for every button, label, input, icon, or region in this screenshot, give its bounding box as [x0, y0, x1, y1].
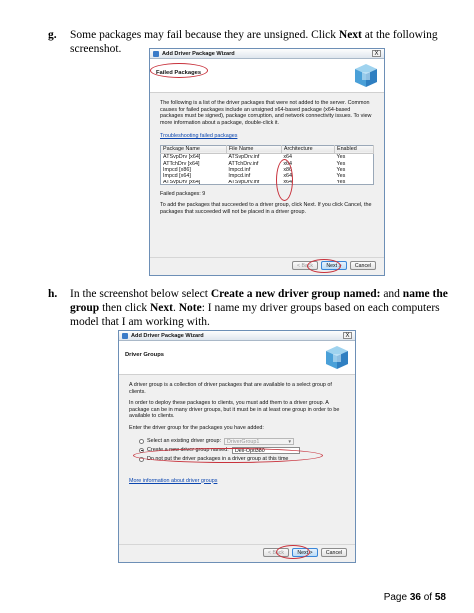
title-bar [119, 331, 355, 341]
button-divider [119, 544, 355, 545]
title-bar [150, 49, 384, 59]
column-header[interactable]: Enabled [334, 145, 373, 153]
failed-count: Failed packages: 9 [160, 190, 206, 197]
driver-groups-info-link[interactable]: More information about driver groups [129, 477, 218, 484]
table-row[interactable]: ATTchDrv [x64] ATTchDrv.inf x64 Yes [163, 160, 346, 167]
troubleshooting-link[interactable]: Troubleshooting failed packages [160, 133, 238, 140]
wizard-header [119, 341, 355, 375]
radio-existing[interactable] [139, 439, 144, 444]
option-existing-group[interactable]: Select an existing driver group: DriverGroup1 ▼ [139, 437, 345, 446]
column-header[interactable]: File Name [226, 145, 281, 153]
driver-cubes-icon [353, 62, 380, 90]
annotation-circle-next [276, 545, 310, 559]
back-button[interactable]: < Back [292, 261, 318, 270]
column-header[interactable]: Package Name [161, 145, 227, 153]
wizard-body [160, 100, 374, 220]
description-text: The following is a list of the driver packages that were not added to the server. Common causes for failed packages include an unsigned x64-based package (x64-based packages must be signed), package corruption, and network connectivity issues. To view more information about a package, double-click it. [160, 100, 372, 126]
cancel-button[interactable]: Cancel [350, 261, 376, 270]
back-button[interactable]: < Back [263, 548, 289, 557]
next-instructions: To add the packages that succeeded to a driver group, click Next. If you click Cancel, the packages that succeeded will not be placed in a driver group. [160, 202, 372, 215]
driver-groups-window [118, 330, 356, 563]
description-text: In order to deploy these packages to clients, you must add them to a driver group. A package can be in many driver groups, but it must be in at least one group in order to be available to clients. [129, 400, 340, 420]
page-total: 58 [434, 592, 446, 603]
page-footer: Page 36 of 58 [383, 592, 446, 603]
wizard-icon [153, 51, 159, 57]
existing-group-select: DriverGroup1 ▼ [224, 438, 294, 445]
option-no-group[interactable]: Do not put the driver packages in a driver group at this time [139, 455, 345, 464]
column-header[interactable]: Architecture [281, 145, 334, 153]
annotation-circle-next [307, 259, 341, 273]
window-title: Add Driver Package Wizard [131, 332, 204, 339]
table-row[interactable]: ATSvpDrv [x64] ATSvpDrv.inf x64 Yes [163, 179, 346, 185]
annotation-circle-architecture [276, 159, 293, 201]
chevron-down-icon: ▼ [287, 438, 293, 444]
cancel-button[interactable]: Cancel [321, 548, 347, 557]
button-divider [150, 257, 384, 258]
annotation-circle-header [150, 63, 208, 78]
failed-packages-window [149, 48, 385, 276]
next-button[interactable]: Next > [321, 261, 347, 270]
new-group-name-input[interactable]: Dell-Opti380 [232, 447, 300, 454]
window-title: Add Driver Package Wizard [162, 50, 235, 57]
annotation-circle-new-group [133, 448, 323, 463]
step-h-instruction: h. In the screenshot below select Create a new driver group named: and name the group then click Next. Note: I name my driver groups based on each computers model that I am working with. [48, 288, 448, 328]
table-row[interactable]: Impcd [x86] Impcd.inf x86 Yes [163, 166, 346, 173]
driver-cubes-icon [324, 344, 351, 372]
close-button[interactable]: X [343, 332, 352, 339]
step-g-instruction: g. Some packages may fail because they are unsigned. Click Next at the following screenshot. [48, 29, 438, 55]
table-row[interactable]: Impcd [x64] Impcd.inf x64 Yes [163, 173, 346, 180]
page-title: Failed Packages [156, 70, 202, 76]
wizard-icon [122, 333, 128, 339]
page-title: Driver Groups [125, 352, 164, 358]
wizard-body [129, 382, 345, 489]
step-letter: h. [48, 288, 58, 300]
close-button[interactable]: X [372, 50, 381, 57]
table-header-row [161, 145, 374, 153]
table-row[interactable]: ATSvpDrv [x64] ATSvpDrv.inf x64 Yes [163, 154, 346, 161]
next-button[interactable]: Next > [292, 548, 318, 557]
option-new-group[interactable]: Create a new driver group named: Dell-Opti380 [139, 446, 345, 455]
instruction-text: Enter the driver group for the packages you have added: [129, 424, 264, 431]
failed-packages-table [160, 145, 374, 185]
page-number: 36 [409, 592, 421, 603]
description-text: A driver group is a collection of driver packages that are available to a select group of clients. [129, 382, 332, 395]
step-letter: g. [48, 29, 57, 41]
